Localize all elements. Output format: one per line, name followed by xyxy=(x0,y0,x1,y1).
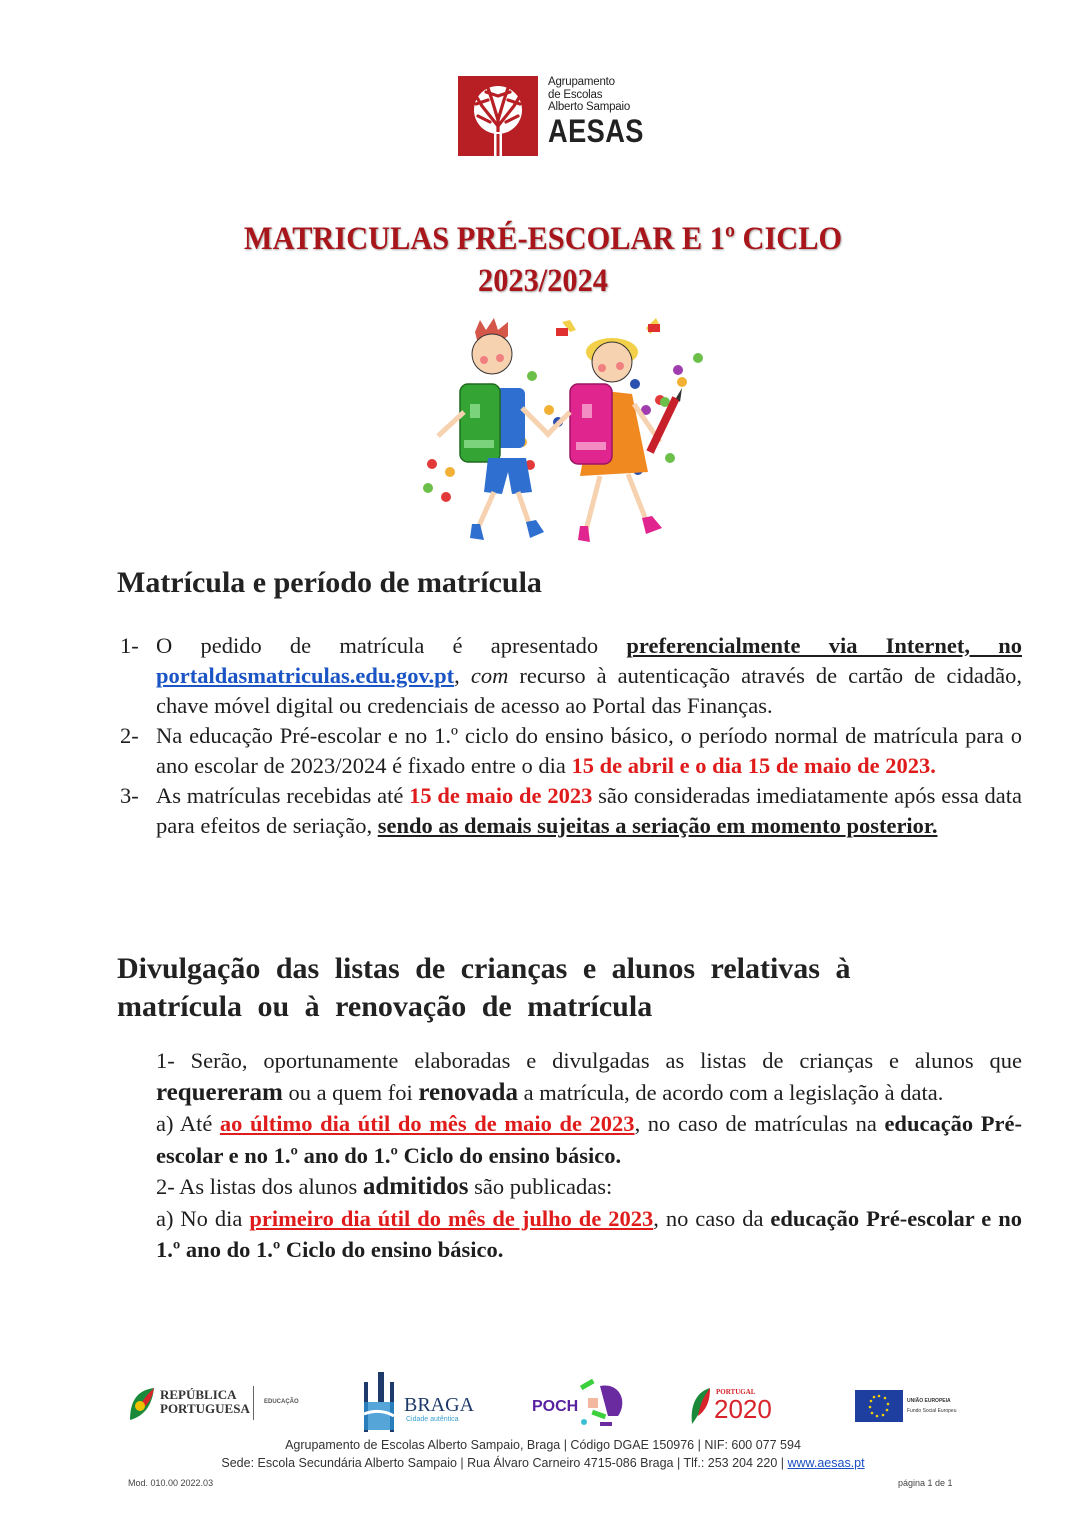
braga-logo xyxy=(360,1372,475,1432)
poch-logo xyxy=(530,1372,630,1432)
portugal-2020-logo xyxy=(688,1372,798,1432)
paragraph-4 xyxy=(156,1203,1022,1266)
footer-address xyxy=(0,1436,1086,1472)
list-item xyxy=(120,721,1022,781)
item-number: 2- xyxy=(120,723,139,748)
logo-text: 2020 xyxy=(714,1394,772,1424)
footer-contact: Sede: Escola Secundária Alberto Sampaio | Rua Álvaro Carneiro 4715-086 Braga | Tlf.: 253 204 220 | xyxy=(221,1456,788,1470)
date-highlight: primeiro dia útil do mês de julho de 2023 xyxy=(249,1205,654,1231)
item-text: , no caso da xyxy=(653,1205,771,1231)
item-text: a) No dia xyxy=(156,1205,250,1231)
paragraph-2 xyxy=(156,1108,1022,1171)
model-code: Mod. 010.00 2022.03 xyxy=(128,1478,214,1488)
emphasis-text: preferencialmente via Internet, no xyxy=(626,633,1022,658)
footer-logos xyxy=(128,1372,968,1432)
logo-line-3: Alberto Sampaio xyxy=(548,101,631,113)
item-text: a) Até xyxy=(156,1111,220,1136)
section-heading-lists xyxy=(117,950,977,1026)
logo-text: EDUCAÇÃO xyxy=(264,1399,299,1405)
boy-figure xyxy=(438,318,550,540)
footer-line-1: Agrupamento de Escolas Alberto Sampaio, Braga | Código DGAE 150976 | NIF: 600 077 594 xyxy=(285,1438,801,1452)
enrollment-list xyxy=(120,631,1022,841)
item-text: , xyxy=(454,663,471,688)
paragraph-3 xyxy=(156,1171,1022,1203)
emphasis-text: requereram xyxy=(156,1078,283,1106)
page-title xyxy=(43,218,1042,302)
item-text: são publicadas: xyxy=(468,1174,613,1199)
emphasis-text: sendo as demais sujeitas a seriação em momento posterior. xyxy=(377,813,938,838)
section-heading-enrollment: Matrícula e período de matrícula xyxy=(117,566,542,599)
item-number: 1- xyxy=(120,633,139,658)
item-text: ou a quem foi xyxy=(282,1079,419,1105)
logo-text: Fundo Social Europeu xyxy=(907,1408,957,1414)
braga-skyline-icon xyxy=(360,1372,400,1432)
logo-line-1: Agrupamento xyxy=(548,76,615,88)
emphasis-text: educação Pré-escolar e no 1.º ano do 1.º Ciclo do ensino básico. xyxy=(156,1111,1022,1168)
heading-text: Divulgação das listas de crianças e alunos relativas à matrícula ou à renovação de matrícula xyxy=(117,952,851,1023)
logo-text: REPÚBLICA xyxy=(160,1387,237,1402)
children-illustration xyxy=(420,312,710,548)
school-logo xyxy=(458,76,644,158)
item-text: , no caso de matrículas na xyxy=(634,1111,885,1136)
uniao-europeia-logo xyxy=(855,1372,965,1432)
logo-text: PORTUGUESA xyxy=(160,1401,250,1416)
emphasis-text: renovada xyxy=(418,1078,518,1106)
date-highlight: 15 de maio de 2023 xyxy=(409,783,593,808)
title-line-2: 2023/2024 xyxy=(478,263,608,299)
republica-portuguesa-logo xyxy=(128,1372,303,1432)
logo-acronym: AESAS xyxy=(548,112,644,149)
portal-link[interactable]: portaldasmatriculas.edu.gov.pt xyxy=(156,663,455,688)
title-line-1: MATRICULAS PRÉ-ESCOLAR E 1º CICLO xyxy=(243,221,843,257)
date-highlight: 15 de abril e o dia 15 de maio de 2023. xyxy=(571,753,936,778)
footer-line-2 xyxy=(0,1454,1086,1472)
item-text: recurso à autenticação através de cartão de cidadão, chave móvel digital ou credenciais de acesso ao Portal das Finanças. xyxy=(156,663,1022,718)
logo-text: UNIÃO EUROPEIA xyxy=(907,1398,951,1404)
italic-text: com xyxy=(470,663,509,688)
item-text: 2- As listas dos alunos xyxy=(156,1174,363,1199)
eu-flag-icon xyxy=(855,1390,903,1422)
portugal-leaf-icon xyxy=(688,1386,712,1426)
logo-text: POCH xyxy=(532,1398,579,1415)
item-text: As matrículas recebidas até xyxy=(156,783,410,808)
girl-figure xyxy=(546,318,682,542)
lists-publication-text xyxy=(156,1045,1022,1266)
emphasis-text: educação Pré-escolar e no 1.º ano do 1.º Ciclo do ensino básico. xyxy=(156,1205,1023,1262)
item-number: 3- xyxy=(120,783,139,808)
logo-text: Cidade autêntica xyxy=(406,1416,459,1423)
paragraph-1 xyxy=(156,1045,1022,1108)
date-highlight: ao último dia útil do mês de maio de 2023 xyxy=(219,1111,635,1136)
logo-text: BRAGA xyxy=(404,1394,475,1416)
page-number: página 1 de 1 xyxy=(898,1478,953,1488)
emphasis-text: admitidos xyxy=(362,1173,469,1200)
item-text: 1- Serão, oportunamente elaboradas e divulgadas as listas de crianças e alunos que xyxy=(156,1048,1022,1073)
logo-line-2: de Escolas xyxy=(548,88,603,101)
website-link[interactable]: www.aesas.pt xyxy=(787,1456,865,1470)
item-text: O pedido de matrícula é apresentado xyxy=(156,633,627,658)
item-text: a matrícula, de acordo com a legislação à data. xyxy=(517,1079,944,1105)
list-item xyxy=(120,781,1022,841)
list-item xyxy=(120,631,1022,721)
item-text: são consideradas imediatamente após essa data para efeitos de seriação, xyxy=(156,783,1022,838)
logo-text: PORTUGAL xyxy=(716,1388,756,1396)
flag-icon xyxy=(128,1386,156,1422)
item-text: Na educação Pré-escolar e no 1.º ciclo do ensino básico, o período normal de matrícula para o ano escolar de 2023/2024 é fixado entre o dia xyxy=(156,723,1022,778)
tree-icon xyxy=(458,76,538,156)
